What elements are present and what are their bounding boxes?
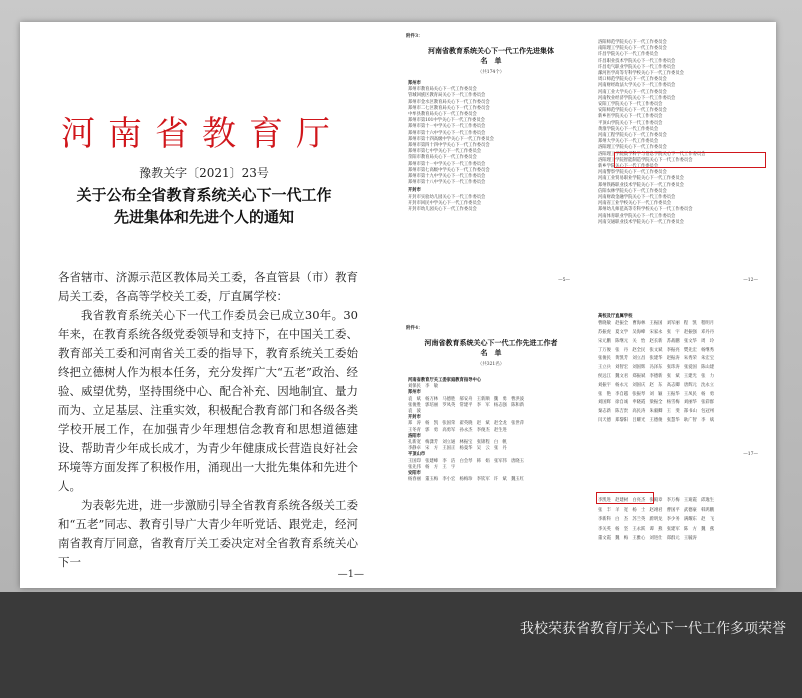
paragraph-2: 为表彰先进，进一步激励引导全省教育系统各级关工委和“五老”同志、教育引导广大青少年听党话、跟党走，经河南省教育厅同意，省教育厅关工委决定对全省教育系统关心下一	[58, 498, 358, 569]
attachment-title-line1: 河南省教育系统关心下一代工作先进工作者	[424, 338, 558, 347]
highlight-box	[596, 492, 654, 504]
name-row: 王立兵 刘智宏 刘国辉 冯泽东 张玮涛 张爱国 陈山建	[598, 365, 715, 371]
list-item: 郑州市第十八中学关心下一代工作委员会	[408, 180, 486, 186]
page-number: —12—	[743, 277, 758, 283]
list-item: 郑州市第十六中学关心下一代工作委员会	[408, 130, 486, 136]
name-row: 王冬青 郭 勇 高勇军 孙永杰 李俊杰 赵生进	[408, 427, 507, 433]
name-row: 孔新宽 梅潇芳 刘立通 林振宝 张锦程 白 帆	[408, 440, 507, 446]
list-item: 中牟县教育局关心下一代工作委员会	[408, 112, 477, 118]
list-item: 洛阳理工学院智能制造学院关心下一代工作委员会	[598, 157, 693, 163]
name-row: 曹晓敏 赵振全 曹海林 王振国 刘军丽 程 凯 程明月	[598, 321, 715, 327]
list-item: 荥阳市教育局关心下一代工作委员会	[408, 155, 477, 161]
page-number: —5—	[558, 277, 570, 283]
list-item: 周口师范学院关心下一代工作委员会	[598, 77, 667, 83]
list-item: 南阳理工学院关心下一代工作委员会	[598, 46, 667, 52]
list-item: 郑州市第四十四中学关心下一代工作委员会	[408, 143, 490, 149]
section-heading: 开封市	[408, 188, 421, 194]
list-item: 安阳工学院关心下一代工作委员会	[598, 102, 663, 108]
collective-list	[408, 81, 494, 213]
attachment-label: 附件3：	[406, 34, 423, 39]
list-item: 郑州市第101中学关心下一代工作委员会	[408, 118, 485, 124]
section-heading: 开封市	[408, 415, 421, 421]
list-item: 郑州市第七高级中学关心下一代工作委员会	[408, 167, 490, 173]
list-item: 洛阳理工学院数学科学与信息学院关心下一代工作委员会	[598, 151, 706, 157]
section-heading: 平顶山市	[408, 452, 426, 458]
section-heading: 郑州市	[408, 81, 421, 86]
list-item: 河南交通职业技术学院关心下一代工作委员会	[598, 219, 684, 225]
attachment4-colleges-page	[590, 302, 770, 462]
list-item: 郑州市第十一中学关心下一代工作委员会	[408, 124, 486, 130]
page-number: —1—	[337, 569, 364, 580]
list-item: 河南省工业学校关心下一代工作委员会	[598, 201, 672, 207]
salutation: 各省辖市、济源示范区教体局关工委，各直管县（市）教育局关工委，各高等学校关工委，厅直属学校：	[58, 270, 358, 303]
name-row: 丁万俊 张 丹 赵全民 张文斌 李振亮 樊先宏 杨继秀	[598, 347, 715, 353]
name-row: 张 丰 羊 宽 杨 士 赵翊君 曹国平 武德豪 韩鸿鹏	[598, 507, 715, 513]
list-item: 开封市回民中学关心下一代工作委员会	[408, 200, 482, 206]
document-sheet	[20, 22, 776, 588]
attachment-title	[410, 338, 572, 358]
name-row: 苏振虎 夏文学 吴海峰 宋家永 张 宇 赵振强 邓丹丹	[598, 330, 715, 335]
name-row: 李新科 白 杰 苏兰英 蔚明龙 李少务 满耀东 赵 飞	[598, 517, 715, 522]
section-heading: 郑州市	[408, 390, 421, 396]
name-row: 刘振宇 杨永元 刘国庆 赵 东 高志卿 唐辉元 沈永立	[598, 382, 715, 388]
list-item: 河南牧业经济学院关心下一代工作委员会	[598, 95, 676, 101]
list-item: 郑州市二七区教育局关心下一代工作委员会	[408, 105, 490, 111]
list-item: 管城回族区教育局关心下一代工作委员会	[408, 93, 486, 99]
name-row: 秦志新 陈吉贵 高民涛 朱毅卿 王 斐 郜书山 包冠州	[598, 409, 715, 415]
name-row: 张先伟 杨 方 王 宇	[408, 464, 456, 470]
notice-page	[34, 22, 394, 588]
college-worker-list	[598, 314, 764, 426]
list-item: 许昌职业技术学院关心下一代工作委员会	[598, 58, 676, 64]
section-heading: 安阳市	[408, 471, 421, 477]
list-item: 郑州市第十四高级中学关心下一代工作委员会	[408, 136, 494, 142]
attachment-title	[410, 46, 572, 66]
list-item: 河南体育职业学院关心下一代工作委员会	[598, 213, 676, 219]
name-row: 张俊民 黄凯芳 刘立昌 张建华 赵振涛 朱秀荣 朱宏宝	[598, 356, 715, 362]
paragraph-1: 我省教育系统关心下一代工作委员会已成立30年。30年来，在教育系统各级党委领导和支持下，在中国关工委、教育部关工委和河南省关工委的指导下，教育系统关工委始终把立德树人作为根本任务，充分发挥广大“五老”政治、经验、威望优势，坚持围绕中心、配合补充、因地制宜、量力而为、立足基层、注重实效，积极配合教育部门和各级各类学校开展工作，在加强青少年理想信念教育和思想道德建设、帮助青少年成长成才，为青少年健康成长营造良好社会环境等方面发挥了积极作用，涌现出一大批先集体和先进个人。	[58, 308, 358, 493]
list-item: 洛阳师范学院关心下一代工作委员会	[598, 40, 667, 45]
issuer-title: 河南省教育厅	[61, 114, 343, 154]
list-item: 河南工业大学关心下一代工作委员会	[598, 89, 667, 95]
caption-bar	[0, 592, 802, 698]
attachment3-continued-page	[590, 26, 770, 288]
list-item: 河南工业贸易职业学院关心下一代工作委员会	[598, 176, 684, 182]
name-row: 张俊胜 郭培丽 罗凤英 常建平 李 军 杨志强 陈和新	[408, 402, 525, 408]
list-item: 河南工程学院关心下一代工作委员会	[598, 133, 667, 139]
name-row: 宋元鹏 陈继元 关 怡 赵长新 苏战鹏 张文华 周 玲	[598, 338, 715, 344]
list-item: 许昌学院关心下一代工作委员会	[598, 52, 659, 58]
section-heading: 洛阳市	[408, 433, 421, 439]
name-row: 李凯进 赵建树 白亮杰 张殿章 李万梅 王迪霞 邱逸生	[598, 498, 715, 503]
page-number: —17—	[743, 451, 758, 457]
name-row: 杨春丽 董玉梅 李小宏 杨梅珍 李钦军 许 斌 魏玉红	[408, 477, 525, 483]
worker-list	[408, 378, 574, 483]
notice-body	[58, 268, 358, 572]
name-row: 刘保民 李 敏	[408, 384, 439, 390]
name-row: 侯远江 魏文君 郑振斌 李德新 张 斌 王建光 张 力	[598, 373, 715, 379]
list-item: 新乡学院关心下一代工作委员会	[598, 164, 659, 170]
list-item: 郑州幼儿师范高等专科学校关心下一代工作委员会	[598, 207, 693, 213]
list-item: 郑州市金水区教育局关心下一代工作委员会	[408, 99, 490, 105]
section-heading: 高校及厅直属学校	[598, 314, 633, 319]
attachment-count: （共321名）	[477, 362, 505, 367]
collective-list-continued	[598, 40, 705, 226]
list-item: 洛阳理工学院关心下一代工作委员会	[598, 145, 667, 151]
list-item: 新乡医学院关心下一代工作委员会	[598, 114, 663, 120]
caption-text: 我校荣获省教育厅关心下一代工作多项荣誉	[520, 621, 786, 637]
name-row: 董文霞 魏 梅 王雅心 刘进仕 郑群元 王毓涛	[598, 536, 697, 541]
attachment4-last-page	[590, 482, 770, 588]
attachment-title-line2: 名 单	[480, 56, 502, 65]
doc-number: 豫教关字〔2021〕23号	[139, 166, 269, 180]
list-item: 郑州市第十九中学关心下一代工作委员会	[408, 174, 486, 180]
list-item: 郑州市教育局关心下一代工作委员会	[408, 87, 477, 93]
notice-title-line1: 关于公布全省教育系统关心下一代工作	[76, 186, 332, 204]
name-row: 李静卓 宋 方 王国正 杨曼华 吴 云 张 丹	[408, 446, 507, 452]
notice-title	[54, 184, 354, 228]
highlight-box	[614, 152, 766, 168]
list-item: 郑州大学关心下一代工作委员会	[598, 139, 659, 145]
list-item: 平顶山学院关心下一代工作委员会	[598, 120, 663, 126]
list-item: 开封市幼儿园关心下一代工作委员会	[408, 207, 477, 213]
list-item: 开封市实验幼儿园关心下一代工作委员会	[408, 194, 486, 200]
list-item: 漯河医学高等专科学校关心下一代工作委员会	[598, 71, 684, 77]
name-row: 袁 波	[408, 409, 421, 415]
list-item: 河南财政金融学院关心下一代工作委员会	[598, 195, 676, 201]
attachment3-page	[400, 26, 582, 288]
list-item: 河南财经政法大学关心下一代工作委员会	[598, 83, 676, 89]
list-item: 郑州市第十一中学关心下一代工作委员会	[408, 161, 486, 167]
list-item: 许昌电气职业学院关心下一代工作委员会	[598, 64, 676, 70]
name-row: 李关英 杨 坚 王永跃 谭 燕 张建军 陈 方 魏 燕	[598, 526, 715, 532]
name-row: 袁 斌 杨万林 马德胜 郝安舟 王新顺 魏 勇 曹洪波	[408, 396, 525, 402]
section-heading: 河南省教育厅关工委家庭教育指导中心	[408, 378, 482, 383]
attachment-label: 附件4：	[406, 326, 423, 331]
name-row: 闫天德 郑黎阳 吕耀光 王德俊 张慧华 耿广智 李 斌	[598, 417, 715, 423]
name-row: 张 艳 李自越 张振琴 刘 颖 王振华 王凤民 杨 勇	[598, 391, 715, 397]
list-item: 河南警察学院关心下一代工作委员会	[598, 170, 667, 176]
attachment-title-line2: 名 单	[480, 348, 502, 357]
name-row: 郑 涛 杨 凯 张国荣 翟英晓 赵 斌 赵全龙 张世萍	[408, 421, 525, 427]
list-item: 郑州铁路职业技术学院关心下一代工作委员会	[598, 182, 684, 188]
list-item: 黄淮学院关心下一代工作委员会	[598, 126, 659, 132]
list-item: 安阳师范学院关心下一代工作委员会	[598, 108, 667, 114]
list-item: 信阳农林学院关心下一代工作委员会	[598, 188, 667, 194]
name-row: 刘国辉 徐自诚 申晓霞 梁振全 杨雪梅 刘丽华 张彩群	[598, 400, 715, 406]
name-row: 王国印 张建峰 李 洁 白会琴 韩 娟 张军伟 唐晓玉	[408, 458, 525, 464]
attachment4-page	[400, 318, 582, 588]
attachment-count: （共174个）	[477, 70, 505, 75]
list-item: 郑州市第七中学关心下一代工作委员会	[408, 149, 482, 155]
attachment-title-line1: 河南省教育系统关心下一代工作先进集体	[428, 46, 554, 55]
notice-title-line2: 先进集体和先进个人的通知	[113, 208, 294, 226]
